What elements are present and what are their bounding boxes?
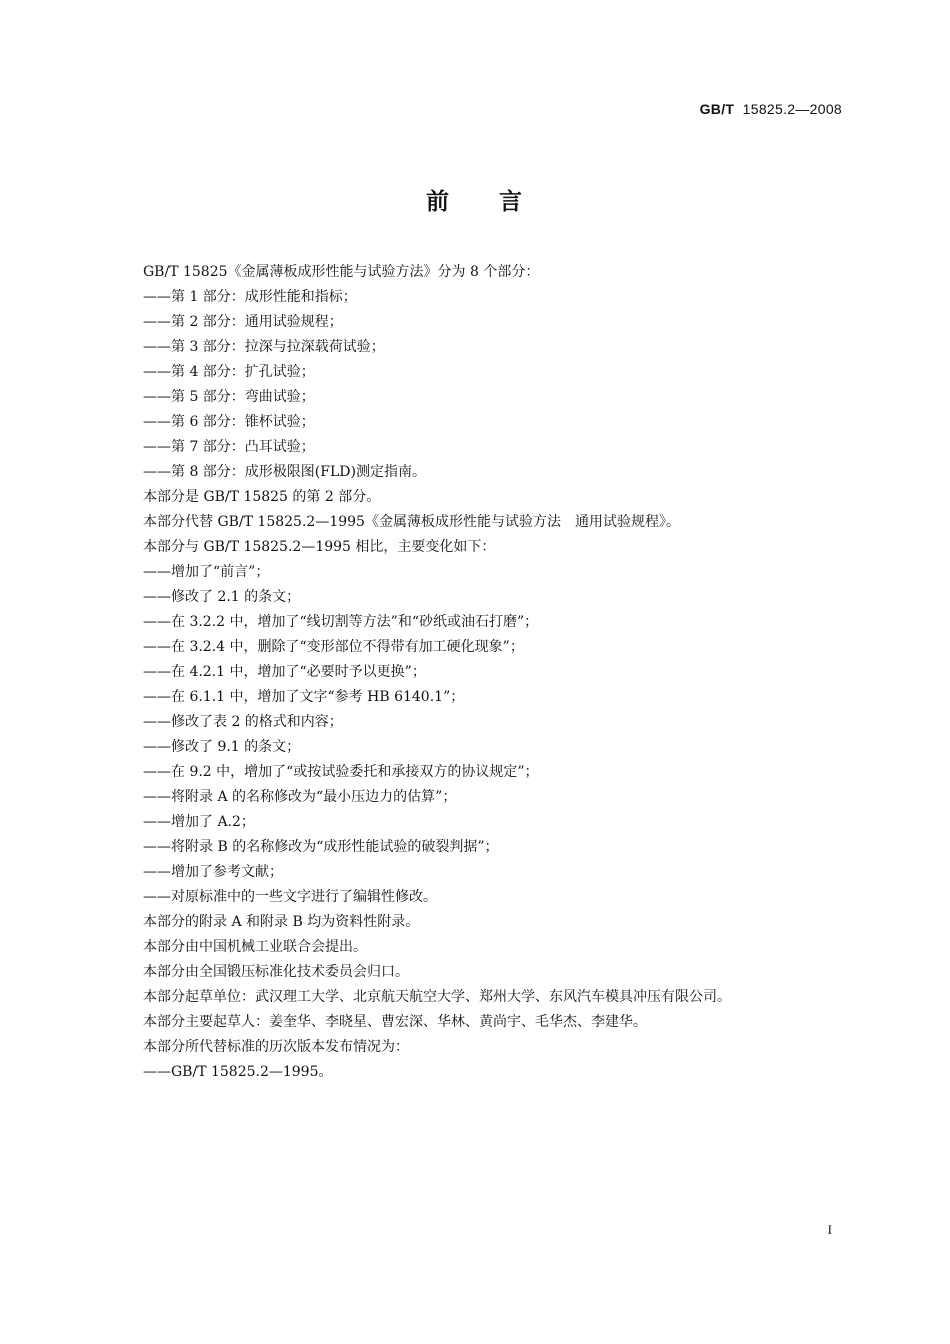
text-line: ——第 1 部分：成形性能和指标； [143, 289, 357, 305]
page-title [0, 183, 950, 216]
text-line: ——第 5 部分：弯曲试验； [143, 389, 315, 405]
foreword-body [143, 261, 843, 1086]
text-line: 本部分主要起草人：姜奎华、李晓星、曹宏深、华林、黄尚宇、毛华杰、李建华。 [143, 1014, 647, 1030]
text-line: 本部分由全国锻压标准化技术委员会归口。 [143, 964, 409, 980]
title-char-2: 言 [499, 189, 524, 215]
text-line: 本部分与 GB/T 15825.2—1995 相比，主要变化如下： [143, 539, 496, 555]
text-line: ——GB/T 15825.2—1995。 [143, 1064, 333, 1080]
text-line: 本部分所代替标准的历次版本发布情况为： [143, 1039, 409, 1055]
text-line: ——修改了 9.1 的条文； [143, 739, 301, 755]
text-line: ——增加了参考文献； [143, 864, 283, 880]
text-line: ——在 4.2.1 中，增加了“必要时予以更换”； [143, 664, 426, 680]
page-number: I [827, 1222, 832, 1237]
text-line: ——修改了 2.1 的条文； [143, 589, 301, 605]
text-line: ——在 9.2 中，增加了“或按试验委托和承接双方的协议规定”； [143, 764, 539, 780]
text-line: ——增加了“前言”； [143, 564, 270, 580]
text-line: ——在 6.1.1 中，增加了文字“参考 HB 6140.1”； [143, 689, 465, 705]
text-line: ——第 6 部分：锥杯试验； [143, 414, 315, 430]
text-line: ——在 3.2.4 中，删除了“变形部位不得带有加工硬化现象”； [143, 639, 524, 655]
text-line: ——对原标准中的一些文字进行了编辑性修改。 [143, 889, 437, 905]
text-line: ——第 2 部分：通用试验规程； [143, 314, 343, 330]
text-line: ——修改了表 2 的格式和内容； [143, 714, 343, 730]
text-line: 本部分是 GB/T 15825 的第 2 部分。 [143, 489, 381, 505]
title-char-1: 前 [426, 189, 451, 215]
text-line: ——将附录 A 的名称修改为“最小压边力的估算”； [143, 789, 457, 805]
standard-prefix: GB/T [699, 101, 735, 117]
standard-number: 15825.2—2008 [742, 101, 842, 117]
text-line: ——第 4 部分：扩孔试验； [143, 364, 315, 380]
text-line: 本部分起草单位：武汉理工大学、北京航天航空大学、郑州大学、东风汽车模具冲压有限公司。 [143, 989, 731, 1005]
text-line: ——第 8 部分：成形极限图(FLD)测定指南。 [143, 464, 426, 480]
text-line: ——增加了 A.2； [143, 814, 255, 830]
standard-code [700, 101, 842, 117]
text-line: ——在 3.2.2 中，增加了“线切割等方法”和“砂纸或油石打磨”； [143, 614, 539, 630]
text-line: GB/T 15825《金属薄板成形性能与试验方法》分为 8 个部分： [143, 264, 540, 280]
text-line: ——第 7 部分：凸耳试验； [143, 439, 315, 455]
text-line: 本部分代替 GB/T 15825.2—1995《金属薄板成形性能与试验方法 通用试验规程》。 [143, 514, 680, 530]
text-line: ——将附录 B 的名称修改为“成形性能试验的破裂判据”； [143, 839, 499, 855]
text-line: 本部分的附录 A 和附录 B 均为资料性附录。 [143, 914, 420, 930]
text-line: 本部分由中国机械工业联合会提出。 [143, 939, 367, 955]
text-line: ——第 3 部分：拉深与拉深载荷试验； [143, 339, 385, 355]
